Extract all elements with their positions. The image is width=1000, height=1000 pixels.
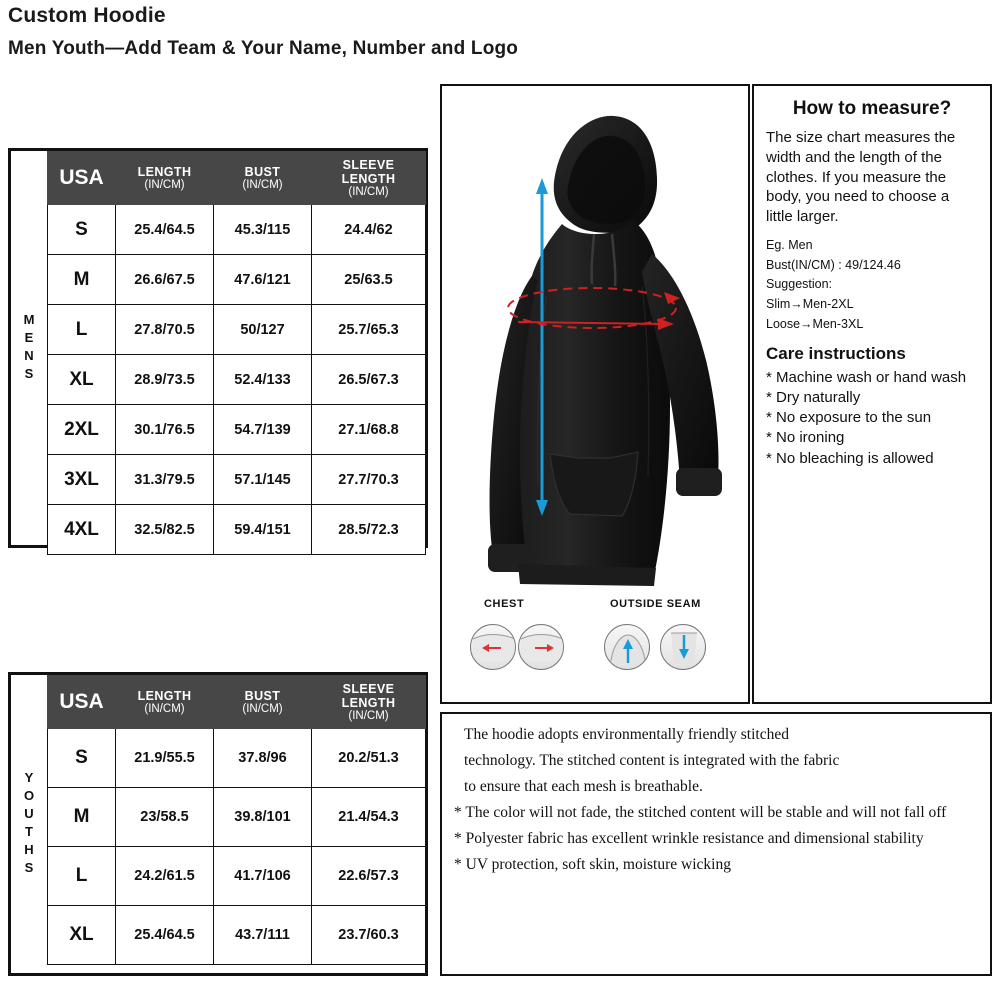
outside-seam-icon-up [604,624,650,670]
youth-size-table [47,675,426,965]
cell-bust: 43.7/111 [214,906,312,965]
cell-length: 21.9/55.5 [116,729,214,788]
cell-bust: 39.8/101 [214,788,312,847]
example-line-1: Eg. Men [766,237,813,252]
cell-sleeve: 20.2/51.3 [312,729,426,788]
table-row [48,906,426,965]
fabric-description-panel [440,712,992,976]
care-item-4: * No ironing [766,429,845,447]
mens-section-label-text: MENS [21,312,37,384]
how-to-measure-text: The size chart measures the width and the length of the clothes. If you measure the body, you need to choose a little larger. [766,129,956,226]
cell-size: M [48,255,116,305]
how-to-measure-heading: How to measure? [792,98,952,119]
cell-length: 25.4/64.5 [116,205,214,255]
chest-measure-icon-left [470,624,516,670]
col-sleeve-unit: (IN/CM) [348,186,389,198]
example-line-3: Suggestion: [766,277,833,292]
col-bust-unit: (IN/CM) [242,703,283,715]
chest-measure-icon-right [518,624,564,670]
cell-bust: 37.8/96 [214,729,312,788]
cell-sleeve: 24.4/62 [312,205,426,255]
example-line-5: Loose→Men-3XL [766,316,864,331]
care-item-1: * Machine wash or hand wash [766,368,967,386]
page-title: Custom Hoodie [8,4,166,27]
col-sleeve [312,676,426,729]
mens-section-label [11,151,47,545]
col-sleeve-main: SLEEVE LENGTH [341,158,396,186]
outside-seam-caption: OUTSIDE SEAM [610,598,701,610]
cell-sleeve: 27.1/68.8 [312,405,426,455]
cell-length: 28.9/73.5 [116,355,214,405]
col-length-unit: (IN/CM) [144,179,185,191]
cell-size: L [48,847,116,906]
table-row [48,505,426,555]
cell-length: 32.5/82.5 [116,505,214,555]
col-length-main: LENGTH [137,689,192,703]
cell-length: 26.6/67.5 [116,255,214,305]
cell-size: S [48,205,116,255]
table-row [48,455,426,505]
cell-sleeve: 23.7/60.3 [312,906,426,965]
cell-sleeve: 25/63.5 [312,255,426,305]
youth-section-label-text: YOUTHS [21,770,37,878]
table-row [48,255,426,305]
cell-sleeve: 21.4/54.3 [312,788,426,847]
mens-size-table-block [8,148,428,548]
cell-length: 27.8/70.5 [116,305,214,355]
col-bust [214,676,312,729]
table-header-row [48,676,426,729]
col-length-main: LENGTH [137,165,192,179]
col-bust [214,152,312,205]
desc-line-2: technology. The stitched content is integrated with the fabric [464,752,840,769]
cell-bust: 59.4/151 [214,505,312,555]
desc-line-4: * The color will not fade, the stitched content will be stable and will not fall off [454,804,947,821]
cell-size: L [48,305,116,355]
col-bust-unit: (IN/CM) [242,179,283,191]
care-item-3: * No exposure to the sun [766,409,932,427]
cell-sleeve: 22.6/57.3 [312,847,426,906]
table-row [48,205,426,255]
cell-size: M [48,788,116,847]
example-line-2: Bust(IN/CM) : 49/124.46 [766,257,901,272]
cell-sleeve: 28.5/72.3 [312,505,426,555]
desc-line-3: to ensure that each mesh is breathable. [464,778,703,795]
cell-sleeve: 26.5/67.3 [312,355,426,405]
cell-size: 4XL [48,505,116,555]
cell-size: 3XL [48,455,116,505]
how-to-measure-panel [752,84,992,704]
col-sleeve-main: SLEEVE LENGTH [341,682,396,710]
cell-length: 24.2/61.5 [116,847,214,906]
chest-caption: CHEST [484,598,525,610]
mens-size-table [47,151,426,555]
cell-bust: 57.1/145 [214,455,312,505]
cell-bust: 54.7/139 [214,405,312,455]
cell-length: 31.3/79.5 [116,455,214,505]
page-subtitle: Men Youth—Add Team & Your Name, Number and Logo [8,38,519,59]
desc-line-6: * UV protection, soft skin, moisture wicking [454,856,731,873]
care-instructions-heading: Care instructions [766,343,906,363]
hoodie-illustration-panel [440,84,750,704]
cell-length: 23/58.5 [116,788,214,847]
hoodie-photo [442,86,750,586]
col-sleeve-unit: (IN/CM) [348,710,389,722]
cell-size: XL [48,355,116,405]
table-row [48,405,426,455]
cell-length: 30.1/76.5 [116,405,214,455]
col-usa: USA [48,152,116,205]
cell-length: 25.4/64.5 [116,906,214,965]
example-line-4: Slim→Men-2XL [766,297,854,312]
cell-sleeve: 27.7/70.3 [312,455,426,505]
cell-sleeve: 25.7/65.3 [312,305,426,355]
cell-size: XL [48,906,116,965]
table-row [48,729,426,788]
table-row [48,788,426,847]
col-length [116,676,214,729]
youth-section-label [11,675,47,973]
table-header-row [48,152,426,205]
col-usa: USA [48,676,116,729]
desc-line-1: The hoodie adopts environmentally friendly stitched [464,726,789,743]
table-row [48,847,426,906]
youth-size-table-block [8,672,428,976]
col-bust-main: BUST [244,165,281,179]
cell-size: S [48,729,116,788]
col-bust-main: BUST [244,689,281,703]
desc-line-5: * Polyester fabric has excellent wrinkle resistance and dimensional stability [454,830,924,847]
col-length [116,152,214,205]
col-length-unit: (IN/CM) [144,703,185,715]
outside-seam-icon-down [660,624,706,670]
cell-bust: 47.6/121 [214,255,312,305]
cell-bust: 50/127 [214,305,312,355]
cell-bust: 52.4/133 [214,355,312,405]
cell-bust: 45.3/115 [214,205,312,255]
care-item-5: * No bleaching is allowed [766,449,934,467]
table-row [48,355,426,405]
cell-bust: 41.7/106 [214,847,312,906]
care-item-2: * Dry naturally [766,388,861,406]
cell-size: 2XL [48,405,116,455]
table-row [48,305,426,355]
col-sleeve [312,152,426,205]
